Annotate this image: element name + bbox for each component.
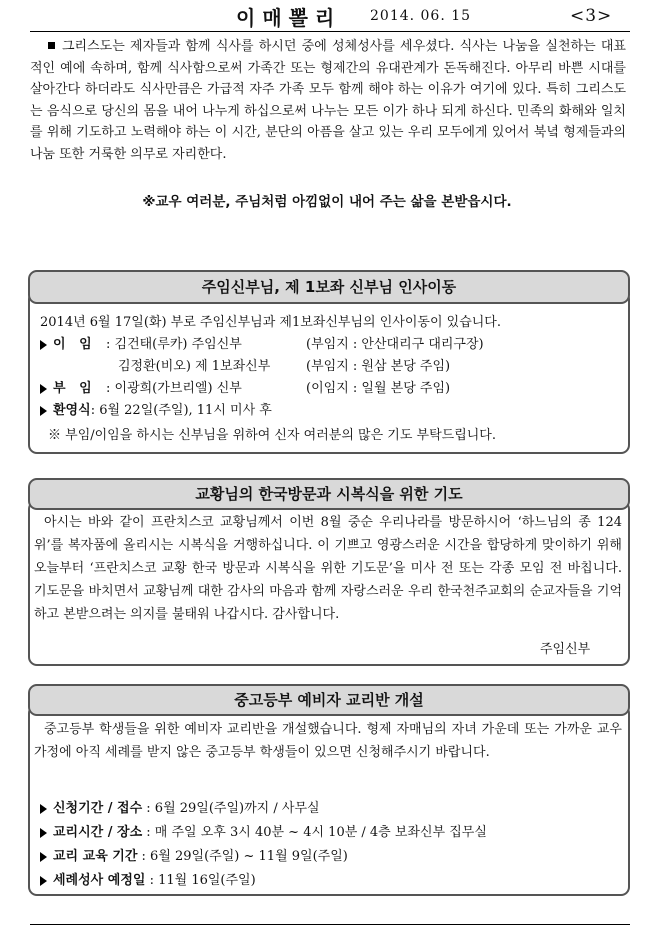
welcome-row	[40, 399, 272, 418]
catechism-item	[40, 845, 348, 864]
item-label: 교리시간 / 장소	[53, 825, 143, 840]
welcome-label: 환영식	[53, 403, 91, 418]
triangle-bullet-icon	[40, 804, 47, 814]
arrive-note: (이임지 : 일월 본당 주임)	[306, 381, 451, 396]
catechism-class-title: 중고등부 예비자 교리반 개설	[28, 684, 630, 716]
leave-line-2: 김정환(비오) 제 1보좌신부	[118, 359, 271, 374]
leave-line-1: : 김건태(루카) 주임신부	[106, 337, 242, 352]
papal-visit-paragraph: 아시는 바와 같이 프란치스코 교황님께서 이번 8월 중순 우리나라를 방문하시어 ‘하느님의 종 124위’를 복자품에 올리시는 시복식을 거행하십니다. 이 기쁘고 영광스러운 시간을 합당하게 맞이하기 위해 오늘부터 ‘프란치스코 교황 한국 방문과 시복식을 위한 기도문’을 미사 전 또는 각종 모임 전 바칩니다. 기도문을 바치면서 교황님께 대한 감사의 마음과 함께 자랑스러운 우리 한국천주교회의 순교자들을 기억하고 본받으려는 의지를 불태워 나갑시다. 감사합니다.	[34, 515, 622, 622]
footer-rule	[30, 924, 630, 925]
leave-row-1	[40, 333, 92, 352]
leave-line-2-note: (부임지 : 원삼 본당 주임)	[306, 359, 451, 374]
square-bullet-icon	[48, 42, 55, 49]
intro-paragraph	[30, 36, 626, 166]
triangle-bullet-icon	[40, 340, 47, 350]
item-label: 신청기간 / 접수	[53, 801, 143, 816]
triangle-bullet-icon	[40, 828, 47, 838]
personnel-note: ※ 부임/이임을 하시는 신부님을 위하여 신자 여러분의 많은 기도 부탁드립니다.	[48, 428, 497, 443]
catechism-item	[40, 869, 256, 888]
welcome-line: : 6월 22일(주일), 11시 미사 후	[90, 403, 272, 418]
item-label: 교리 교육 기간	[53, 849, 138, 864]
exhortation: ※교우 여러분, 주님처럼 아낌없이 내어 주는 삶을 본받읍시다.	[142, 194, 512, 210]
newsletter-title: 이매뽈리	[236, 6, 342, 30]
leave-label: 이 임	[53, 337, 92, 352]
issue-date: 2014. 06. 15	[370, 8, 472, 24]
triangle-bullet-icon	[40, 406, 47, 416]
catechism-item	[40, 821, 487, 840]
intro-text: 그리스도는 제자들과 함께 식사를 하시던 중에 성체성사를 세우셨다. 식사는 나눔을 실천하는 대표적인 예에 속하며, 함께 식사함으로써 가족간 또는 형제간의 유대관계가 돈독해진다. 아무리 바쁜 시대를 살아간다 하더라도 식사만큼은 가급적 자주 가족 모두 함께 해야 하는 이유가 여기에 있다. 특히 그리스도는 음식으로 당신의 몸을 내어 나누게 하십으로써 나누는 모든 이가 하나 되게 하신다. 민족의 화해와 일치를 위해 기도하고 노력해야 하는 이 시간, 분단의 아픔을 살고 있는 우리 모두에게 있어서 북녘 형제들과의 나눔 또한 거룩한 의무로 자리한다.	[30, 39, 626, 162]
papal-visit-title: 교황님의 한국방문과 시복식을 위한 기도	[28, 478, 630, 510]
personnel-lead: 2014년 6월 17일(화) 부로 주임신부님과 제1보좌신부님의 인사이동이 있습니다.	[40, 315, 501, 330]
item-label: 세례성사 예정일	[53, 873, 146, 888]
catechism-class-paragraph: 중고등부 학생들을 위한 예비자 교리반을 개설했습니다. 형제 자매님의 자녀 가운데 또는 가까운 교우 가정에 아직 세례를 받지 않은 중고등부 학생들이 있으면 신청해주시기 바랍니다.	[34, 722, 622, 760]
item-value: : 6월 29일(주일) ~ 11월 9일(주일)	[137, 849, 348, 864]
arrive-line: : 이광희(가브리엘) 신부	[106, 381, 242, 396]
item-value: : 매 주일 오후 3시 40분 ~ 4시 10분 / 4층 보좌신부 집무실	[142, 825, 487, 840]
triangle-bullet-icon	[40, 876, 47, 886]
header-rule	[30, 31, 630, 32]
leave-line-1-note: (부임지 : 안산대리구 대리구장)	[306, 337, 484, 352]
item-value: : 6월 29일(주일)까지 / 사무실	[142, 801, 320, 816]
triangle-bullet-icon	[40, 852, 47, 862]
item-value: : 11월 16일(주일)	[145, 873, 256, 888]
papal-visit-signature: 주임신부	[540, 642, 591, 657]
triangle-bullet-icon	[40, 384, 47, 394]
personnel-change-title: 주임신부님, 제 1보좌 신부님 인사이동	[28, 270, 630, 304]
arrive-label: 부 임	[53, 381, 92, 396]
arrive-row	[40, 377, 92, 396]
catechism-item	[40, 797, 320, 816]
page-number: <3>	[570, 6, 613, 26]
